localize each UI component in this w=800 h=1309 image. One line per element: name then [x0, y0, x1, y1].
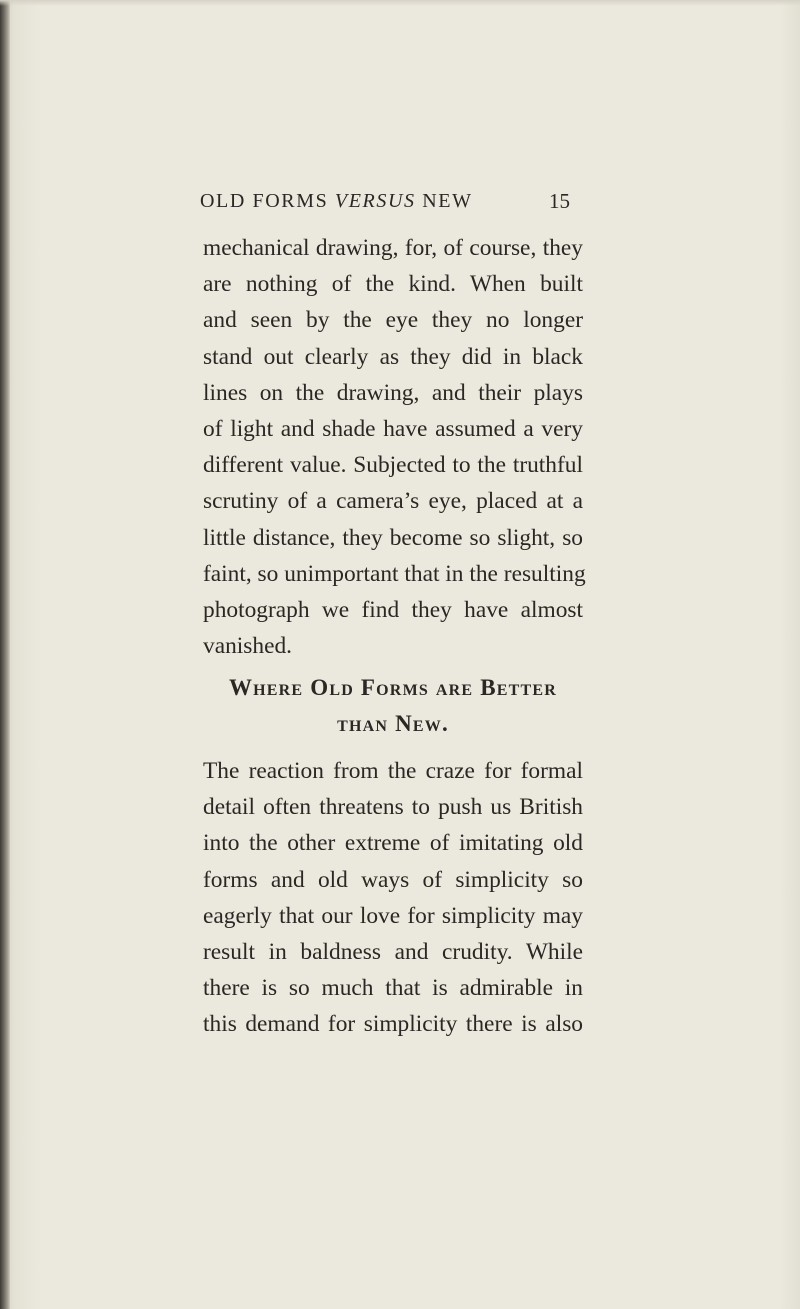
text-line: eagerly that our love for simplicity may	[203, 902, 583, 929]
paragraph-1	[203, 230, 586, 664]
running-head-title-part-2: NEW	[415, 190, 473, 212]
text-line: The reaction from the craze for formal	[203, 758, 583, 784]
text-line: different value. Subjected to the truthful	[203, 452, 583, 479]
text-line: forms and old ways of simplicity so	[203, 866, 583, 893]
section-heading-line-2: than New.	[337, 711, 449, 736]
text-line: stand out clearly as they did in black	[203, 343, 583, 370]
running-head-title	[200, 186, 473, 216]
page-gutter-shadow	[0, 0, 10, 1309]
text-line: vanished.	[203, 633, 292, 660]
text-line: scrutiny of a camera’s eye, placed at a	[203, 488, 583, 515]
text-line: little distance, they become so slight, so	[203, 524, 583, 551]
text-line: detail often threatens to push us British	[203, 794, 583, 821]
text-line: are nothing of the kind. When built	[203, 271, 583, 298]
section-heading	[203, 670, 583, 742]
text-line: this demand for simplicity there is also	[203, 1011, 583, 1038]
section-heading-line-1: Where Old Forms are Better	[228, 675, 558, 700]
paragraph-2	[203, 753, 583, 1043]
text-line: and seen by the eye they no longer	[203, 307, 583, 334]
running-head	[200, 186, 570, 216]
text-line: of light and shade have assumed a very	[203, 416, 583, 443]
text-line: photograph we find they have almost	[203, 597, 583, 624]
running-head-title-part-1: OLD FORMS	[200, 190, 335, 212]
running-head-title-italic: VERSUS	[334, 190, 416, 212]
text-line: result in baldness and crudity. While	[203, 939, 583, 966]
text-line: there is so much that is admirable in	[203, 975, 583, 1002]
text-line: mechanical drawing, for, of course, they	[203, 235, 583, 261]
text-line: lines on the drawing, and their plays	[203, 379, 583, 406]
page-number: 15	[549, 189, 570, 213]
text-line: faint, so unimportant that in the resulting	[203, 560, 586, 587]
text-line: into the other extreme of imitating old	[203, 830, 583, 857]
page-top-edge	[0, 0, 800, 6]
